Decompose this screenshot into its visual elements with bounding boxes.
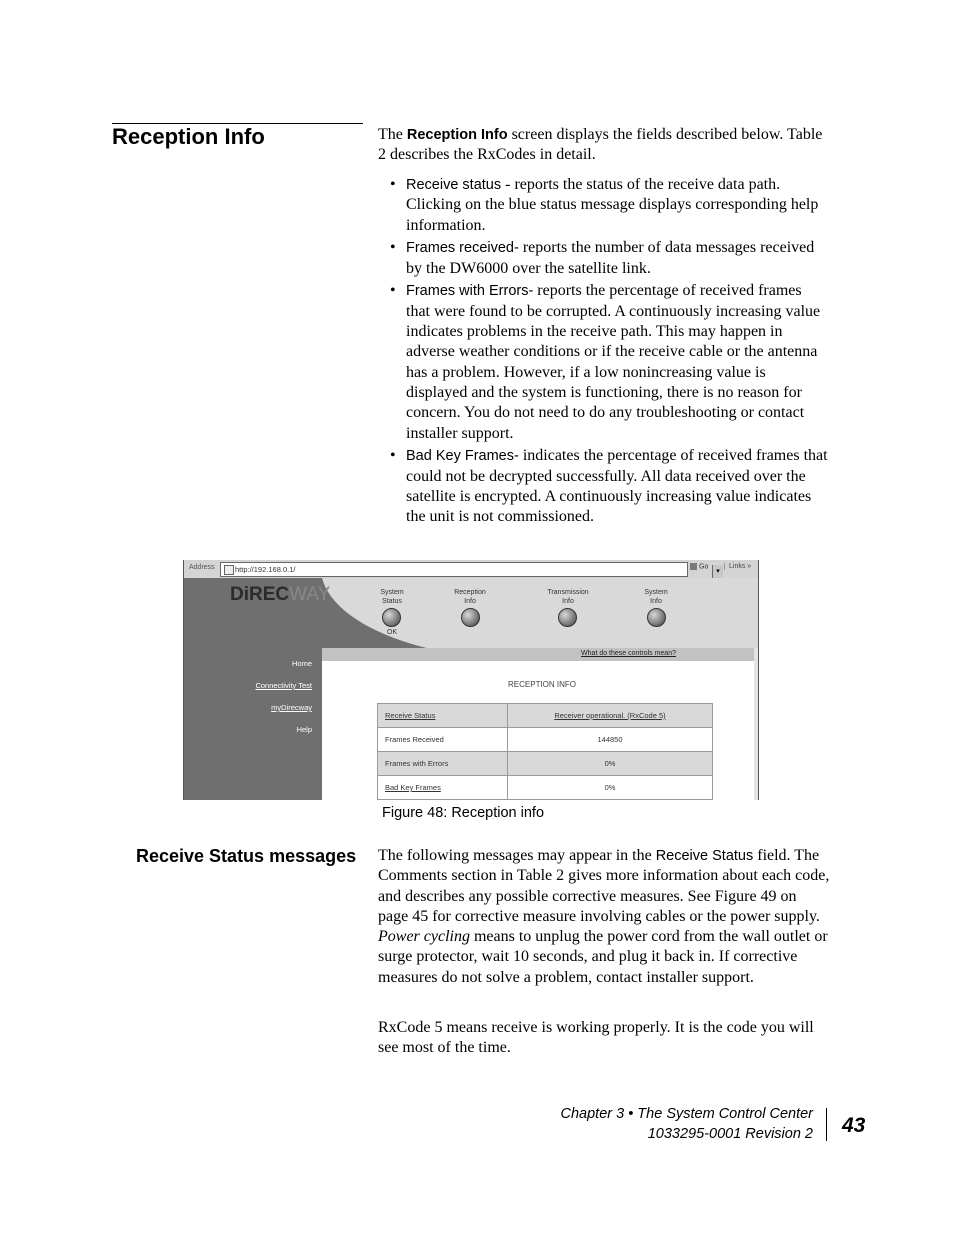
field-term: Frames with Errors- [406,283,534,300]
table-row [378,728,713,752]
page-number: 43 [842,1114,866,1137]
para-mid: field. The Comments section in Table 2 gives more information about each code, and describes any possible corrective measures. See Figure 49 on page 45 for corrective measure involving cables or the power supply. [378,847,830,925]
controls-help-link[interactable]: What do these controls mean? [581,650,676,657]
field-term: Bad Key Frames- [406,448,519,465]
list-item [378,238,828,279]
nav-label-line2: Info [562,598,574,605]
table-cell-value: 144850 [508,728,713,752]
intro-paragraph [378,125,828,166]
intro-post: screen displays the fields described below. Table 2 describes the RxCodes in detail. [378,126,823,164]
reception-info-table [377,703,713,800]
nav-label-line2: Status [382,598,402,605]
nav-transmission-info[interactable] [540,588,596,606]
intro-pre: The [378,126,407,143]
chevron-down-icon[interactable]: ▾ [712,565,723,578]
receive-status-paragraph [378,846,830,988]
bullet-icon: • [390,176,396,193]
logo-part1: DiREC [230,584,290,605]
bullet-icon: • [390,447,396,465]
para-post: means to unplug the power cord from the wall outlet or surge protector, wait 10 seconds, and plug it back in. If corrective measures do not solve a problem, contact installer support. [378,928,828,986]
nav-label-line2: Info [464,598,476,605]
para-italic: Power cycling [378,928,470,946]
list-item [378,175,828,236]
sidebar-item-connectivity-test[interactable]: Connectivity Test [255,681,312,690]
table-row [378,752,713,776]
sidebar-item-mydirecway[interactable]: myDirecway [271,703,312,712]
field-list [378,175,828,530]
controls-bar [322,648,754,661]
status-light-icon[interactable] [382,608,401,627]
more-icon: » [747,563,752,570]
footer-document-number: 1033295-0001 Revision 2 [647,1126,813,1142]
sidebar-item-help[interactable]: Help [296,725,312,734]
para-pre: The following messages may appear in the [378,847,656,864]
links-button[interactable] [724,563,751,570]
nav-label-line1: System [644,589,668,596]
figure-caption: Figure 48: Reception info [382,805,545,821]
go-label: Go [699,563,709,571]
field-description: - reports the status of the receive data path. Clicking on the blue status message displays corresponding help information. [406,176,819,234]
go-arrow-icon [690,563,697,570]
bullet-icon: • [390,282,396,300]
status-light-icon[interactable] [558,608,577,627]
list-item [378,446,828,527]
list-item [378,281,828,443]
receive-status-value-link[interactable]: Receiver operational. (RxCode 5) [554,711,666,720]
table-cell-label: Frames Received [378,728,508,752]
footer-divider [826,1108,827,1141]
reception-info-screenshot [183,560,759,800]
intro-term: Reception Info [406,127,508,143]
go-button[interactable] [690,563,708,570]
field-description: reports the number of data messages received by the DW6000 over the satellite link. [406,239,815,277]
nav-system-status[interactable] [372,588,412,606]
sidebar-item-home[interactable]: Home [291,659,312,668]
table-cell-label [378,704,508,728]
table-cell-label: Frames with Errors [378,752,508,776]
direcway-logo [230,584,330,606]
subsection-title: Receive Status messages [136,846,357,866]
rxcode-paragraph: RxCode 5 means receive is working properly. It is the code you will see most of the time. [378,1019,814,1057]
bullet-icon: • [390,239,396,257]
status-light-icon[interactable] [461,608,480,627]
nav-label-line1: System [380,589,404,596]
table-row [378,704,713,728]
nav-label-line2: Info [650,598,662,605]
field-term: Frames received- [406,240,519,257]
browser-address-bar [184,560,758,579]
page-title: RECEPTION INFO [508,680,577,689]
receive-status-link[interactable]: Receive Status [385,711,436,720]
field-description: indicates the percentage of received frames that could not be decrypted successfully. All data received over the satellite is encrypted. A continuously increasing value indicates the unit is not commissioned. [406,447,828,526]
para-term: Receive Status [655,848,754,864]
address-url: http://192.168.0.1/ [235,565,296,574]
system-status-value: OK [387,629,398,636]
status-light-icon[interactable] [647,608,666,627]
table-cell-value: 0% [508,752,713,776]
table-cell-label [378,776,508,800]
nav-label-line1: Transmission [547,589,589,596]
bad-key-frames-link[interactable]: Bad Key Frames [385,783,441,792]
links-label: Links [729,563,746,570]
table-cell-value: 0% [508,776,713,800]
logo-part2: WAY [289,584,331,605]
nav-reception-info[interactable] [447,588,493,606]
field-description: reports the percentage of received frames that were found to be corrupted. A continuously increasing value indicates problems in the receive path. This may happen in adverse weather conditions or if the receive cable or the antenna has a problem. However, if a low nonincreasing value is displayed and the system is functioning, there is no reason for concern. You do not need to do any troubleshooting or contact installer support. [406,282,821,442]
address-label: Address [189,564,215,571]
table-cell-value [508,704,713,728]
page-icon [224,565,234,575]
section-title: Reception Info [112,124,265,149]
nav-label-line1: Reception [454,589,486,596]
nav-system-info[interactable] [636,588,676,606]
footer-chapter: Chapter 3 • The System Control Center [560,1106,813,1122]
table-row [378,776,713,800]
field-term: Receive status [406,177,502,193]
